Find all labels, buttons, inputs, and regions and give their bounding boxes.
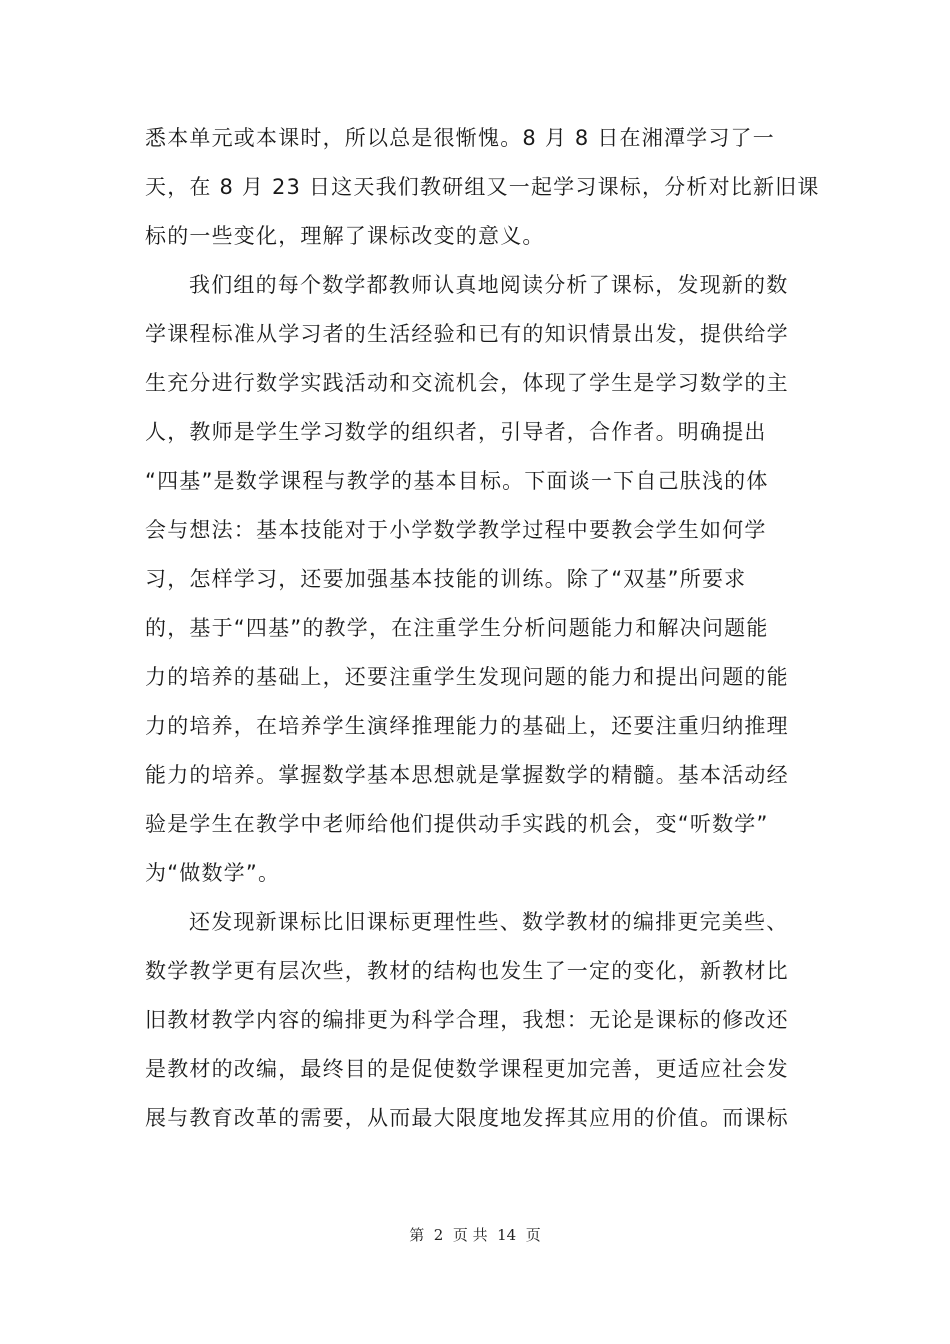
- page-footer: 第 2 页 共 14 页: [409, 1226, 541, 1244]
- text-line: 能力的培养。掌握数学基本思想就是掌握数学的精髓。基本活动经: [145, 763, 789, 787]
- body-text: [145, 114, 820, 1143]
- text-line: 验是学生在教学中老师给他们提供动手实践的机会，变“听数学”: [145, 812, 769, 836]
- text-line: 旧教材教学内容的编排更为科学合理，我想：无论是课标的修改还: [145, 1008, 789, 1032]
- text-line: 悉本单元或本课时，所以总是很惭愧。8 月 8 日在湘潭学习了一: [145, 126, 775, 150]
- text-line: 是教材的改编，最终目的是促使数学课程更加完善，更适应社会发: [145, 1057, 789, 1081]
- text-line: “四基”是数学课程与教学的基本目标。下面谈一下自己肤浅的体: [145, 469, 769, 493]
- text-line: 学课程标准从学习者的生活经验和已有的知识情景出发，提供给学: [145, 322, 789, 346]
- text-line: 为“做数学”。: [145, 861, 281, 885]
- text-line: 标的一些变化，理解了课标改变的意义。: [145, 224, 545, 248]
- text-line: 习，怎样学习，还要加强基本技能的训练。除了“双基”所要求: [145, 567, 747, 591]
- text-line: 我们组的每个数学都教师认真地阅读分析了课标，发现新的数: [189, 273, 789, 297]
- text-line: 生充分进行数学实践活动和交流机会，体现了学生是学习数学的主: [145, 371, 789, 395]
- text-line: 力的培养，在培养学生演绎推理能力的基础上，还要注重归纳推理: [145, 714, 789, 738]
- text-line: 天，在 8 月 23 日这天我们教研组又一起学习课标，分析对比新旧课: [145, 175, 820, 199]
- text-line: 人，教师是学生学习数学的组织者，引导者，合作者。明确提出: [145, 420, 767, 444]
- text-line: 数学教学更有层次些，教材的结构也发生了一定的变化，新教材比: [145, 959, 789, 983]
- text-line: 的，基于“四基”的教学，在注重学生分析问题能力和解决问题能: [145, 616, 769, 640]
- text-line: 会与想法：基本技能对于小学数学教学过程中要教会学生如何学: [145, 518, 767, 542]
- text-line: 力的培养的基础上，还要注重学生发现问题的能力和提出问题的能: [145, 665, 789, 689]
- text-line: 还发现新课标比旧课标更理性些、数学教材的编排更完美些、: [189, 910, 789, 934]
- text-line: 展与教育改革的需要，从而最大限度地发挥其应用的价值。而课标: [145, 1106, 789, 1130]
